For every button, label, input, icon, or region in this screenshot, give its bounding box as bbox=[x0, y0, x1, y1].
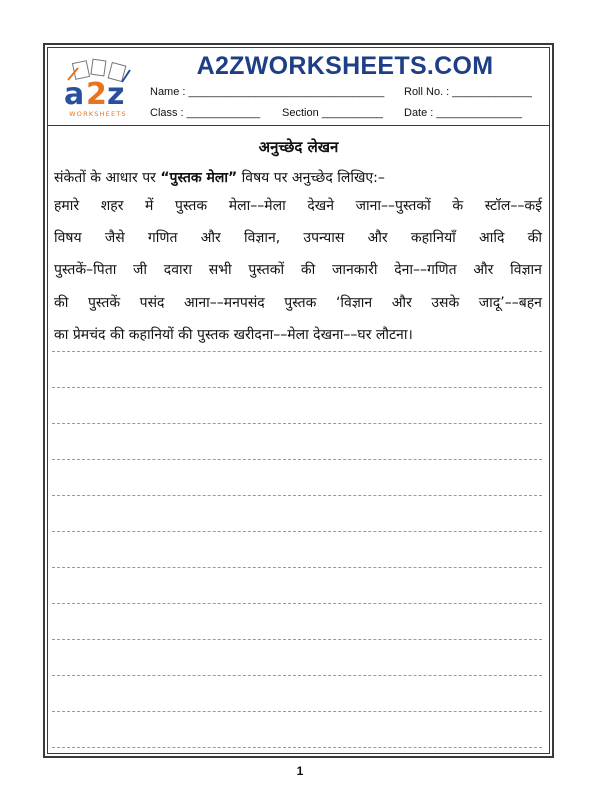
svg-text:2: 2 bbox=[86, 77, 107, 112]
site-title: A2ZWORKSHEETS.COM bbox=[196, 52, 494, 80]
a2z-logo bbox=[58, 58, 138, 120]
writing-line[interactable] bbox=[52, 567, 542, 568]
name-field[interactable]: Name : ________________________________ bbox=[150, 86, 385, 98]
writing-line[interactable] bbox=[52, 747, 542, 748]
roll-number-field[interactable]: Roll No. : _____________ bbox=[404, 86, 532, 98]
writing-line[interactable] bbox=[52, 675, 542, 676]
writing-line[interactable] bbox=[52, 495, 542, 496]
class-field[interactable]: Class : ____________ bbox=[150, 107, 261, 119]
prompt-line: विषय जैसे गणित और विज्ञान, उपन्यास और कहानियाँ आदि की bbox=[54, 230, 542, 246]
writing-line[interactable] bbox=[52, 459, 542, 460]
worksheet-heading: अनुच्छेद लेखन bbox=[258, 138, 339, 156]
instruction-pre: संकेतों के आधार पर bbox=[54, 170, 161, 186]
instruction bbox=[54, 168, 385, 187]
writing-line[interactable] bbox=[52, 387, 542, 388]
writing-line[interactable] bbox=[52, 423, 542, 424]
writing-line[interactable] bbox=[52, 531, 542, 532]
writing-line[interactable] bbox=[52, 351, 542, 352]
prompt-line: हमारे शहर में पुस्तक मेला––मेला देखने जाना––पुस्तकों के स्टॉल––कई bbox=[54, 198, 542, 214]
instruction-post: विषय पर अनुच्छेद लिखिए:– bbox=[237, 170, 385, 186]
header-divider bbox=[47, 125, 550, 126]
prompt-line: पुस्तकें–पिता जी दवारा सभी पुस्तकों की जानकारी देना––गणित और विज्ञान bbox=[54, 262, 542, 278]
section-field[interactable]: Section __________ bbox=[282, 107, 383, 119]
writing-line[interactable] bbox=[52, 603, 542, 604]
svg-text:a: a bbox=[64, 77, 85, 112]
writing-line[interactable] bbox=[52, 711, 542, 712]
writing-line[interactable] bbox=[52, 639, 542, 640]
date-field[interactable]: Date : ______________ bbox=[404, 107, 523, 119]
page-number: 1 bbox=[296, 764, 304, 778]
svg-text:WORKSHEETS: WORKSHEETS bbox=[69, 110, 127, 118]
prompt-line: का प्रेमचंद की कहानियों की पुस्तक खरीदना––मेला देखना––घर लौटना। bbox=[54, 327, 413, 343]
instruction-topic: “पुस्तक मेला” bbox=[160, 170, 238, 186]
svg-text:z: z bbox=[107, 77, 125, 112]
prompt-line: की पुस्तकें पसंद आना––मनपसंद पुस्तक ‘विज्ञान और उसके जादू’––बहन bbox=[54, 295, 542, 311]
